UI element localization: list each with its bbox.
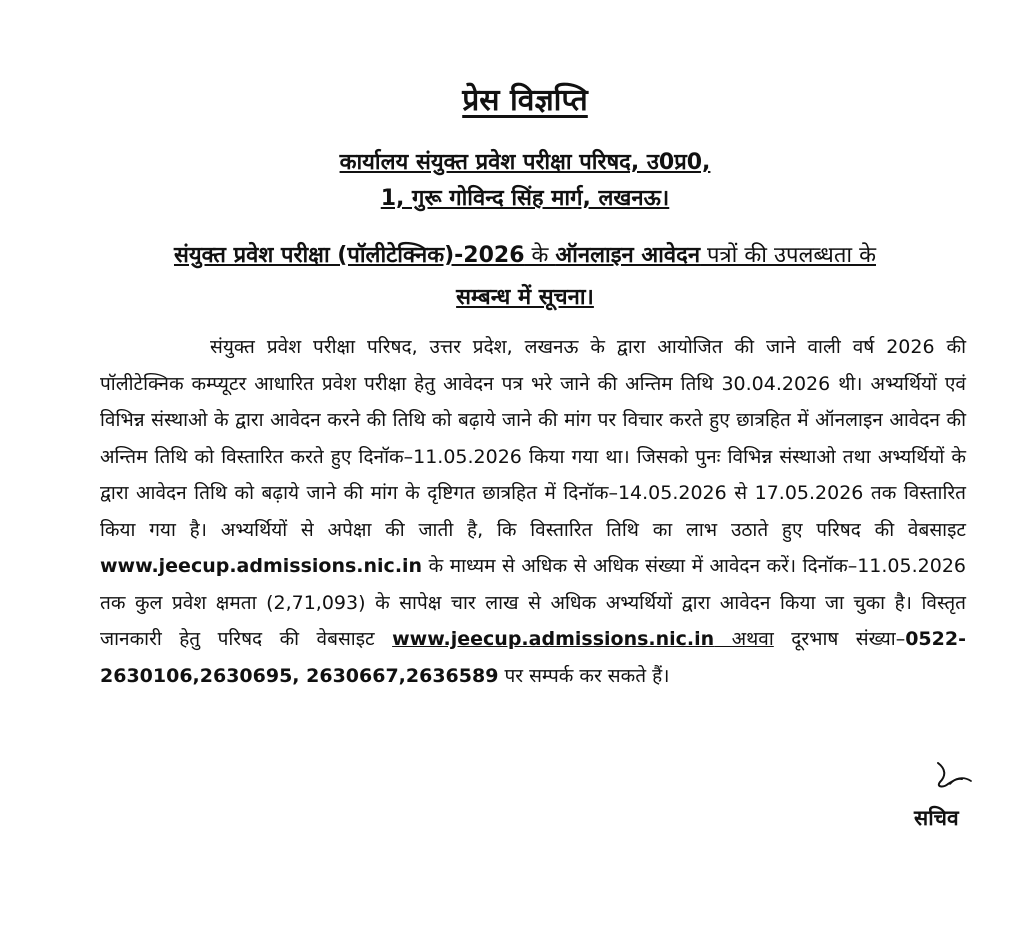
subject-connector: के [524, 243, 556, 268]
notice-text-part-2: के माध्यम से अधिक से अधिक संख्या में आवेदन करें। दिनॉक–11.05.2026 तक कुल प्रवेश क्षमता (2,71,093) के सापेक्ष चार लाख से अधिक अभ्यर्थियों द्वारा आवेदन किया जा चुका है। विस्तृत जानकारी हेतु परिषद की वेबसाइट [100, 555, 966, 650]
office-line-2: 1, गुरू गोविन्द सिंह मार्ग, लखनऊ। [380, 186, 670, 211]
subject-notice: सम्बन्ध में सूचना। [456, 285, 594, 310]
subject-online-application: ऑनलाइन आवेदन [555, 243, 701, 268]
handwritten-signature-mark [928, 760, 988, 810]
subject-exam-name: संयुक्त प्रवेश परीक्षा (पॉलीटेक्निक)-2026 [173, 243, 525, 268]
notice-text-part-1: संयुक्त प्रवेश परीक्षा परिषद, उत्तर प्रदेश, लखनऊ के द्वारा आयोजित की जाने वाली वर्ष 2026 की पॉलीटेक्निक कम्प्यूटर आधारित प्रवेश परीक्षा हेतु आवेदन पत्र भरे जाने की अन्तिम तिथि 30.04.2026 थी। अभ्यर्थियों एवं विभिन्न संस्थाओ के द्वारा आवेदन करने की तिथि को बढ़ाये जाने की मांग पर विचार करते हुए छात्रहित में ऑनलाइन आवेदन की अन्तिम तिथि को विस्तारित करते हुए दिनॉक–11.05.2026 किया गया था। जिसको पुनः विभिन्न संस्थाओ तथा अभ्यर्थियों के द्वारा आवेदन तिथि को बढ़ाये जाने की मांग के दृष्टिगत छात्रहित में दिनॉक–14.05.2026 से 17.05.2026 तक विस्तारित किया गया है। अभ्यर्थियों से अपेक्षा की जाती है, कि विस्तारित तिथि का लाभ उठाते हुए परिषद की वेबसाइट [100, 336, 966, 541]
office-line-1: कार्यालय संयुक्त प्रवेश परीक्षा परिषद, उ0प्र0, [339, 150, 711, 175]
subject-availability: पत्रों की उपलब्धता के [700, 243, 876, 268]
secretary-title: सचिव [914, 806, 959, 830]
notice-closing-text: पर सम्पर्क कर सकते हैं। [498, 664, 670, 687]
notice-body [100, 329, 966, 694]
phone-numbers: 0522-2630106,2630695, 2630667,2636589 [100, 628, 966, 687]
subject-heading [84, 235, 966, 319]
website-link-1[interactable]: www.jeecup.admissions.nic.in [100, 555, 423, 577]
website-link-2[interactable]: www.jeecup.admissions.nic.in [392, 628, 715, 650]
document-title: प्रेस विज्ञप्ति [462, 83, 588, 118]
notice-or-text: अथवा [714, 628, 774, 650]
phone-label: दूरभाष संख्या– [773, 628, 906, 650]
